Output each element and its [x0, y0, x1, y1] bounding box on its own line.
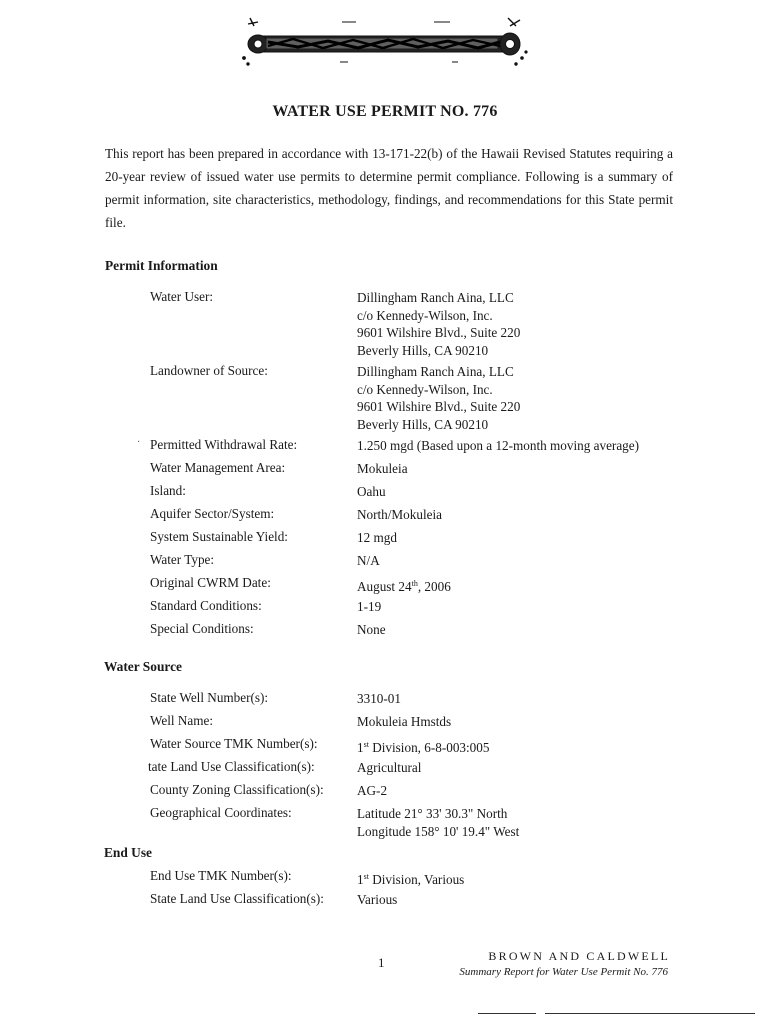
scan-artifact-line [478, 1013, 536, 1014]
field-label: End Use TMK Number(s): [150, 868, 292, 883]
field-label: Water Type: [150, 552, 215, 567]
stray-mark: · [137, 437, 141, 448]
field-label: Water Management Area: [150, 460, 286, 475]
field-label: County Zoning Classification(s): [150, 782, 324, 797]
tmk-number: 1 [357, 872, 364, 887]
field-label: Well Name: [150, 713, 214, 728]
field-value [357, 575, 451, 596]
ordinal-suffix: th [411, 579, 418, 588]
field-value: 1-19 [357, 599, 382, 614]
section-heading-end-use: End Use [104, 845, 152, 860]
field-label: State Well Number(s): [150, 690, 269, 705]
tmk-rest: Division, Various [368, 872, 465, 887]
section-heading-permit-information: Permit Information [105, 258, 218, 273]
field-value: AG-2 [357, 783, 388, 798]
water-user-address [357, 289, 520, 359]
field-value: Mokuleia Hmstds [357, 714, 452, 729]
field-label: Permitted Withdrawal Rate: [150, 437, 298, 452]
address-line: Dillingham Ranch Aina, LLC [357, 290, 514, 305]
field-value: None [357, 622, 386, 637]
address-line: Beverly Hills, CA 90210 [357, 342, 489, 358]
field-value: Mokuleia [357, 461, 408, 476]
longitude: Longitude 158° 10' 19.4" West [357, 823, 520, 839]
ordinal-suffix: st [363, 740, 369, 749]
address-line: Beverly Hills, CA 90210 [357, 416, 489, 432]
field-label: Water Source TMK Number(s): [150, 736, 318, 751]
field-label: Special Conditions: [150, 621, 254, 636]
field-label: State Land Use Classification(s): [150, 891, 324, 906]
address-line: c/o Kennedy-Wilson, Inc. [357, 307, 493, 323]
field-value: 3310-01 [357, 691, 401, 706]
report-subtitle: Summary Report for Water Use Permit No. 776 [459, 966, 668, 978]
tmk-number: 1 [357, 740, 364, 755]
scan-artifact-line [545, 1013, 755, 1014]
field-label: System Sustainable Yield: [150, 529, 288, 544]
date-text: August 24 [357, 579, 412, 594]
field-label: Original CWRM Date: [150, 575, 271, 590]
field-value: N/A [357, 553, 380, 568]
field-label: Standard Conditions: [150, 598, 262, 613]
field-label: Island: [150, 483, 186, 498]
field-value: 12 mgd [357, 530, 397, 545]
coordinates-value [357, 805, 519, 840]
field-value: Various [357, 892, 398, 907]
tmk-rest: Division, 6-8-003:005 [368, 740, 490, 755]
scratched-out-letterhead-stamp-icon [238, 14, 530, 70]
field-label: Aquifer Sector/System: [150, 506, 275, 521]
latitude: Latitude 21° 33' 30.3" North [357, 806, 508, 821]
page-title: WATER USE PERMIT NO. 776 [272, 103, 498, 120]
page-number: 1 [378, 955, 385, 970]
field-value: 1.250 mgd (Based upon a 12-month moving average) [357, 438, 640, 453]
address-line: Dillingham Ranch Aina, LLC [357, 364, 514, 379]
section-heading-water-source: Water Source [104, 659, 182, 674]
field-value: Agricultural [357, 760, 422, 775]
field-label: Landowner of Source: [150, 363, 268, 378]
field-label: Water User: [150, 289, 214, 304]
address-line: 9601 Wilshire Blvd., Suite 220 [357, 325, 521, 340]
field-value: Oahu [357, 484, 386, 499]
address-line: c/o Kennedy-Wilson, Inc. [357, 381, 493, 397]
company-brand: BROWN AND CALDWELL [488, 949, 670, 963]
field-value [357, 868, 464, 889]
field-label: tate Land Use Classification(s): [148, 759, 315, 774]
field-value [357, 736, 489, 757]
field-value: North/Mokuleia [357, 507, 442, 522]
intro-paragraph: This report has been prepared in accordance with 13-171-22(b) of the Hawaii Revised Statutes requiring a 20-year review of issued water use permits to determine permit compliance. Following is a summary of permit information, site characteristics, methodology, findings, and recommendations for this State permit file. [105, 146, 673, 230]
landowner-address [357, 363, 520, 433]
ordinal-suffix: st [363, 872, 369, 881]
address-line: 9601 Wilshire Blvd., Suite 220 [357, 399, 521, 414]
field-label: Geographical Coordinates: [150, 805, 292, 820]
date-year: , 2006 [417, 579, 451, 594]
